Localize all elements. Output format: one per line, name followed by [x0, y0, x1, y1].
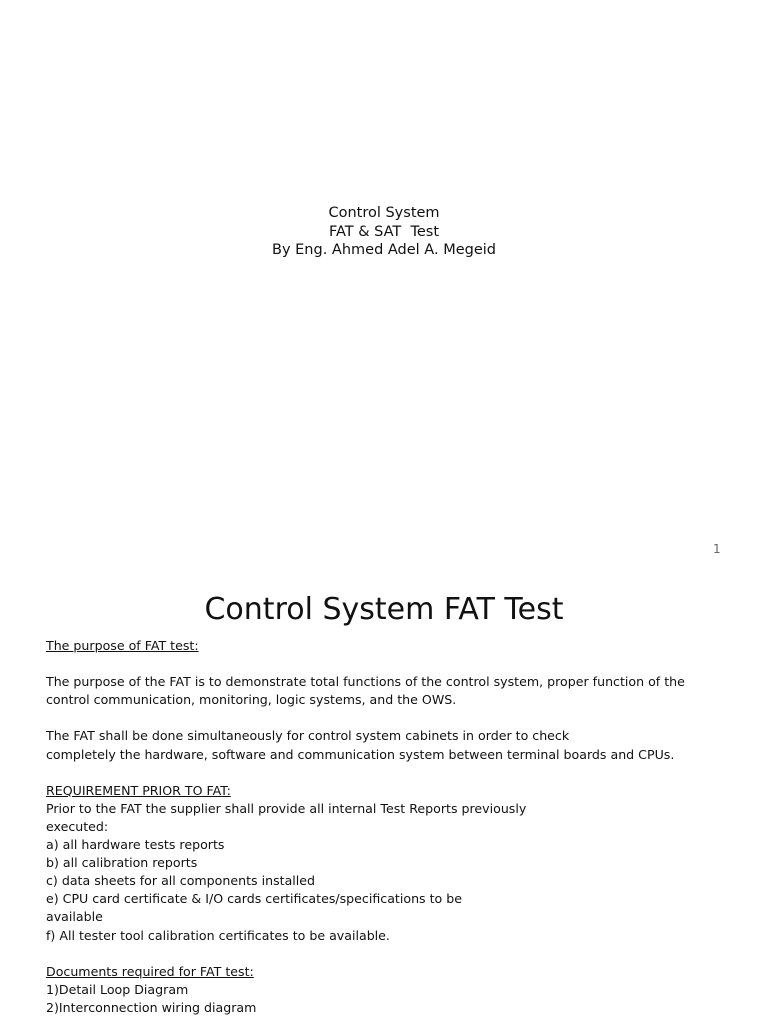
content-page	[0, 585, 768, 1024]
fat-line: completely the hardware, software and communication system between terminal boards and CPUs.	[46, 746, 675, 762]
requirement-line: c) data sheets for all components installed	[46, 873, 316, 889]
requirement-line: Prior to the FAT the supplier shall provide all internal Test Reports previously	[46, 800, 527, 816]
page-title: Control System FAT Test	[204, 592, 564, 627]
cover-subtitle-line: FAT & SAT Test	[328, 223, 440, 240]
documents-line: 1)Detail Loop Diagram	[46, 981, 189, 997]
page-number: 1	[713, 542, 721, 556]
purpose-heading: The purpose of FAT test:	[46, 638, 199, 653]
requirement-line: available	[46, 909, 103, 925]
purpose-line: control communication, monitoring, logic systems, and the OWS.	[46, 692, 457, 708]
cover-title-block	[0, 204, 768, 260]
requirement-heading: REQUIREMENT PRIOR TO FAT:	[46, 782, 231, 798]
requirement-line: b) all calibration reports	[46, 855, 198, 871]
requirement-line: e) CPU card certificate & I/O cards certificates/specifications to be	[46, 891, 462, 907]
fat-line: The FAT shall be done simultaneously for control system cabinets in order to check	[46, 728, 570, 744]
cover-author-line: By Eng. Ahmed Adel A. Megeid	[272, 242, 496, 258]
requirement-line: executed:	[46, 818, 109, 834]
page-body	[46, 637, 736, 1017]
requirement-line: f) All tester tool calibration certificates to be available.	[46, 927, 390, 943]
cover-title-line: Control System	[328, 205, 440, 221]
documents-heading: Documents required for FAT test:	[46, 963, 254, 979]
purpose-line: The purpose of the FAT is to demonstrate total functions of the control system, proper function of the	[46, 674, 685, 690]
requirement-line: a) all hardware tests reports	[46, 837, 225, 853]
documents-line: 2)Interconnection wiring diagram	[46, 999, 257, 1015]
